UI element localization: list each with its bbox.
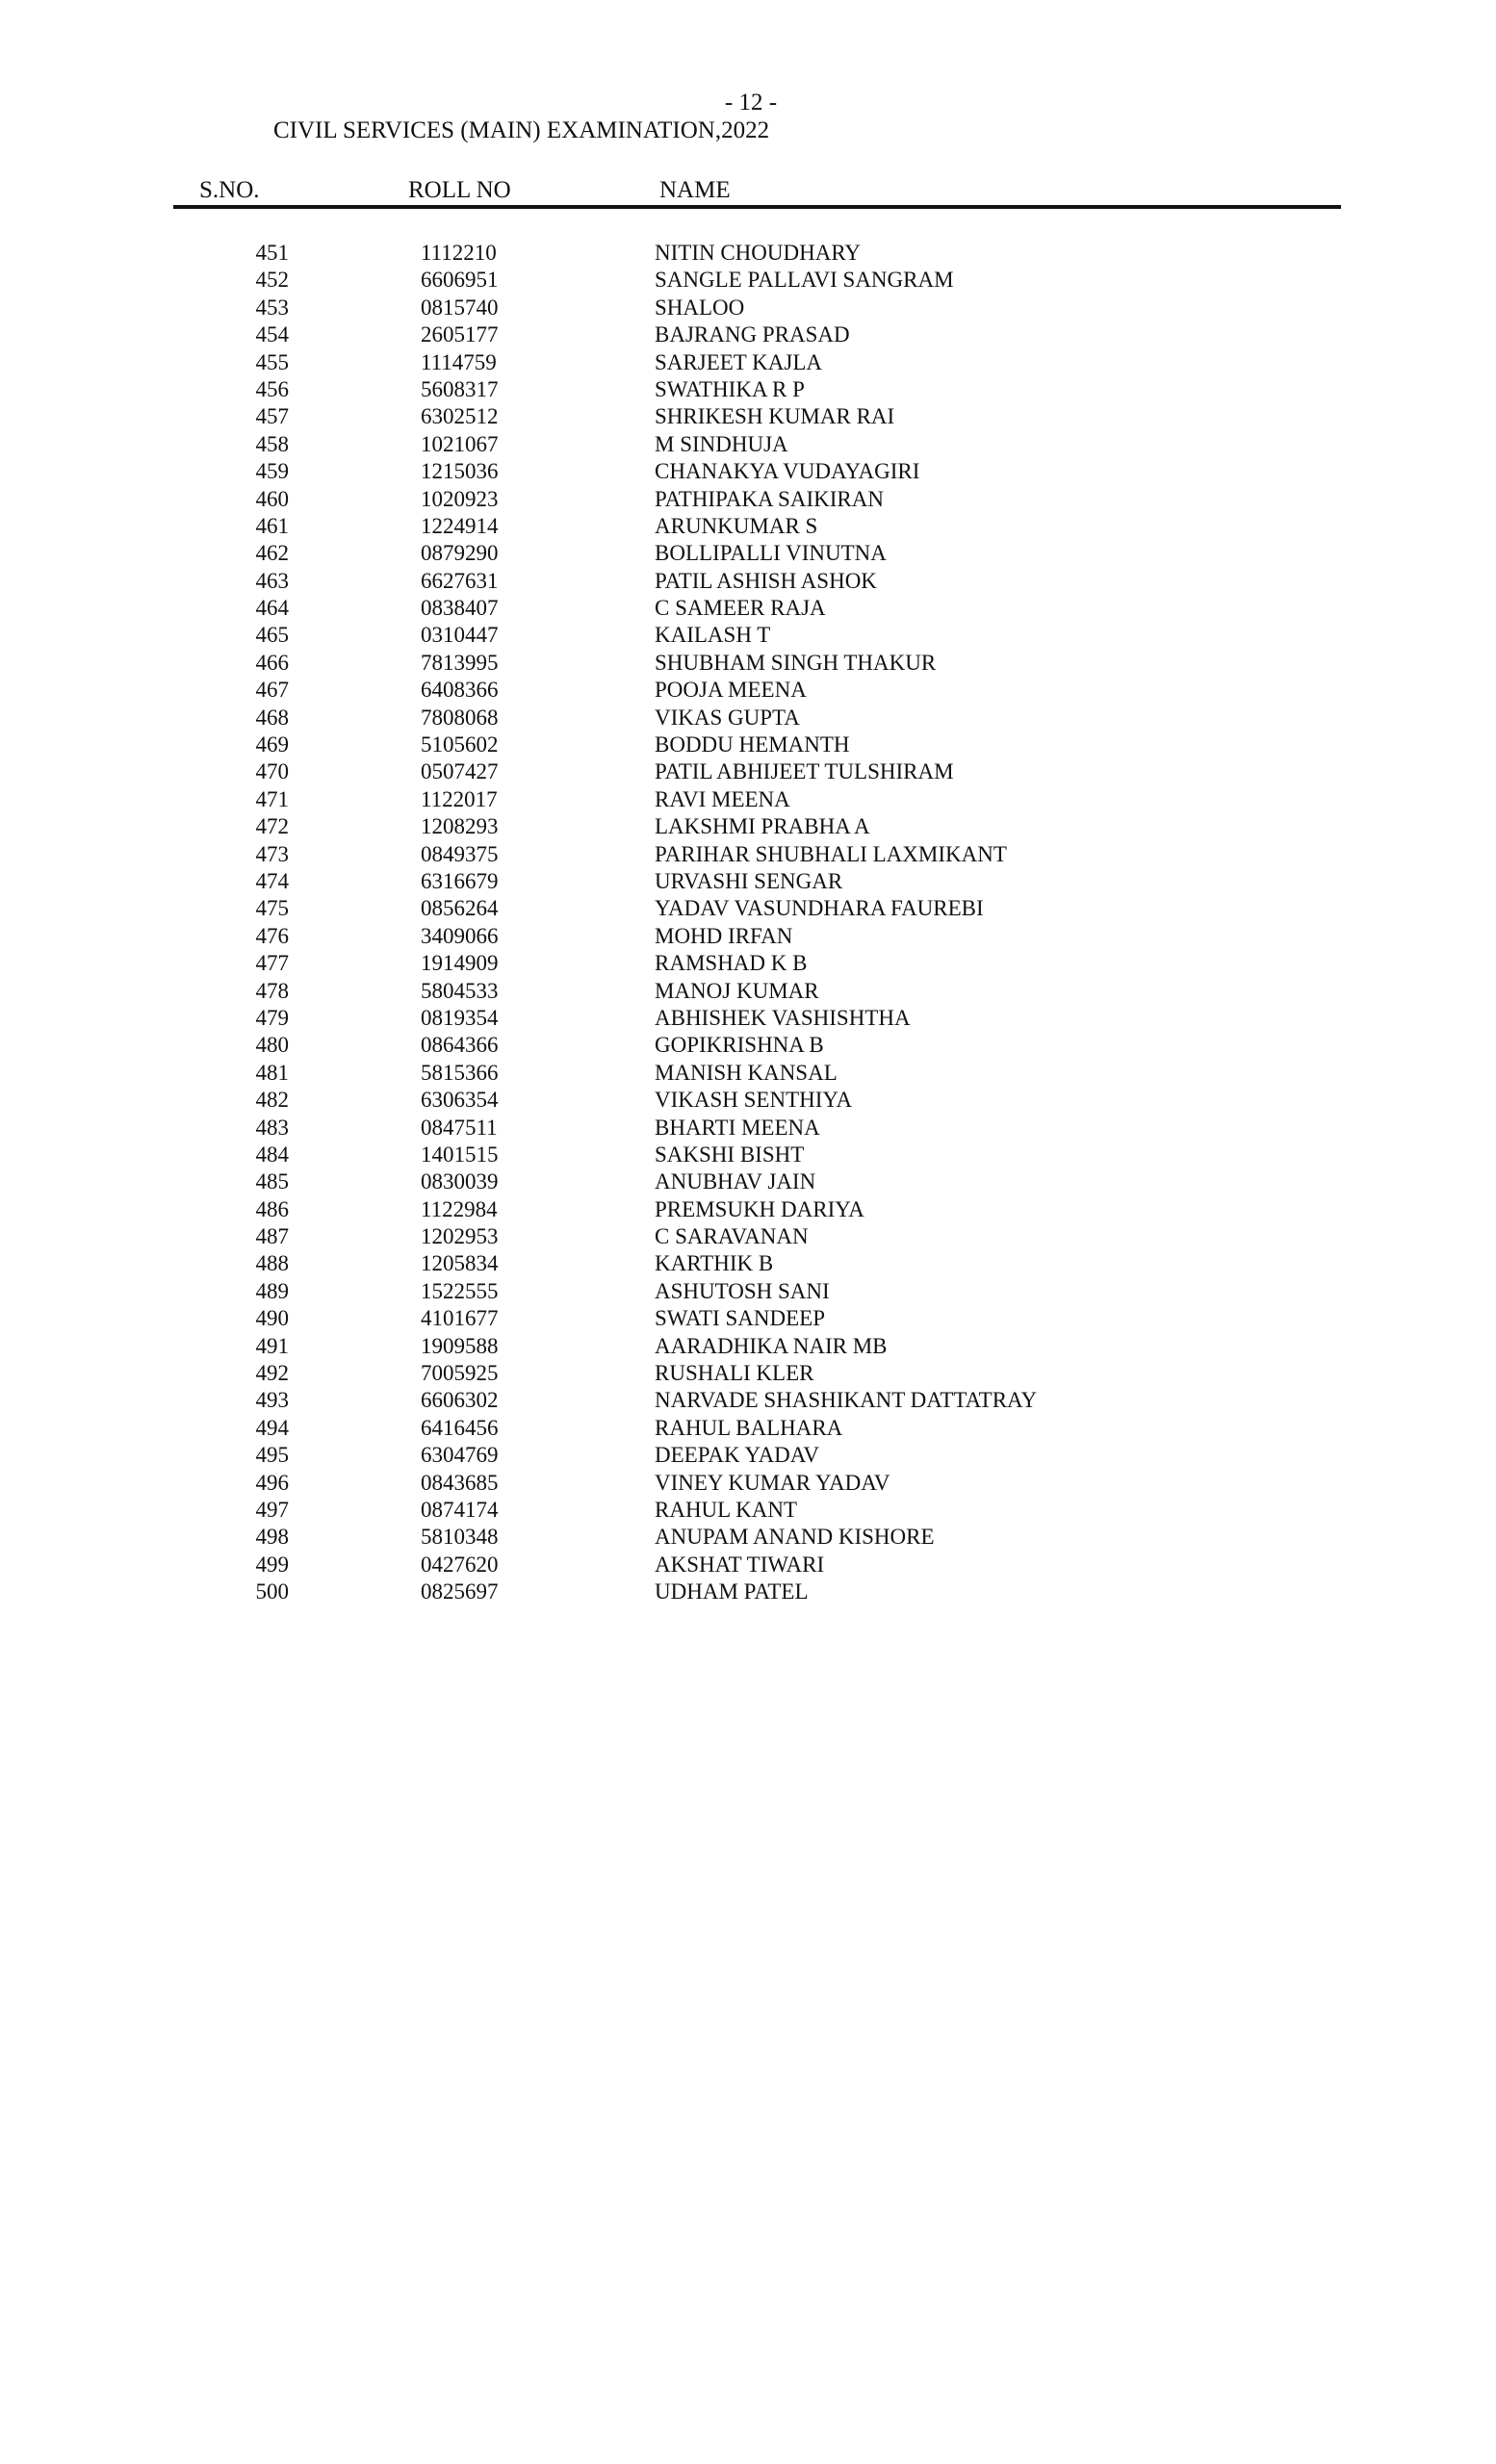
cell-sno: 470 xyxy=(255,759,289,784)
cell-roll-no: 1215036 xyxy=(421,459,499,484)
table-row xyxy=(0,732,1496,758)
cell-name: VIKAS GUPTA xyxy=(655,705,800,730)
cell-roll-no: 0856264 xyxy=(421,896,499,921)
cell-sno: 495 xyxy=(255,1443,289,1468)
table-row xyxy=(0,349,1496,376)
table-row xyxy=(0,677,1496,704)
cell-roll-no: 6306354 xyxy=(421,1088,499,1113)
cell-name: SHUBHAM SINGH THAKUR xyxy=(655,650,937,675)
cell-roll-no: 6316679 xyxy=(421,868,499,893)
cell-roll-no: 1205834 xyxy=(421,1251,499,1276)
cell-name: PARIHAR SHUBHALI LAXMIKANT xyxy=(655,841,1007,866)
cell-name: SHALOO xyxy=(655,295,745,320)
cell-name: SAKSHI BISHT xyxy=(655,1142,805,1167)
cell-sno: 452 xyxy=(255,268,289,293)
table-row xyxy=(0,868,1496,895)
table-row xyxy=(0,1415,1496,1442)
column-header-roll-no: ROLL NO xyxy=(408,177,511,203)
cell-name: RUSHALI KLER xyxy=(655,1361,814,1386)
table-row xyxy=(0,1223,1496,1250)
cell-name: BOLLIPALLI VINUTNA xyxy=(655,541,887,566)
cell-name: SARJEET KAJLA xyxy=(655,349,823,374)
cell-roll-no: 0838407 xyxy=(421,596,499,621)
cell-roll-no: 1020923 xyxy=(421,486,499,511)
cell-name: C SAMEER RAJA xyxy=(655,596,826,621)
cell-sno: 465 xyxy=(255,623,289,648)
cell-roll-no: 7005925 xyxy=(421,1361,499,1386)
table-row xyxy=(0,1115,1496,1142)
cell-name: BODDU HEMANTH xyxy=(655,732,850,757)
cell-sno: 472 xyxy=(255,814,289,839)
table-row xyxy=(0,1168,1496,1195)
cell-sno: 451 xyxy=(255,241,289,265)
cell-roll-no: 1522555 xyxy=(421,1278,499,1303)
cell-name: AARADHIKA NAIR MB xyxy=(655,1333,888,1358)
cell-sno: 455 xyxy=(255,349,289,374)
cell-sno: 498 xyxy=(255,1525,289,1550)
cell-name: POOJA MEENA xyxy=(655,678,807,703)
cell-roll-no: 0310447 xyxy=(421,623,499,648)
cell-roll-no: 5815366 xyxy=(421,1060,499,1085)
table-row xyxy=(0,622,1496,649)
page-title: CIVIL SERVICES (MAIN) EXAMINATION,2022 xyxy=(273,117,770,143)
cell-roll-no: 1914909 xyxy=(421,951,499,976)
cell-sno: 486 xyxy=(255,1196,289,1221)
table-row xyxy=(0,1305,1496,1332)
cell-sno: 478 xyxy=(255,978,289,1003)
table-row xyxy=(0,1333,1496,1360)
table-row xyxy=(0,1578,1496,1605)
cell-name: VINEY KUMAR YADAV xyxy=(655,1470,890,1495)
cell-name: RAMSHAD K B xyxy=(655,951,808,976)
cell-roll-no: 1114759 xyxy=(421,349,497,374)
cell-sno: 477 xyxy=(255,951,289,976)
cell-name: BHARTI MEENA xyxy=(655,1115,820,1140)
page-number: - 12 - xyxy=(724,90,778,116)
table-row xyxy=(0,978,1496,1005)
table-row xyxy=(0,1005,1496,1032)
cell-sno: 464 xyxy=(255,596,289,621)
cell-roll-no: 6304769 xyxy=(421,1443,499,1468)
cell-roll-no: 1224914 xyxy=(421,513,499,538)
cell-roll-no: 6408366 xyxy=(421,678,499,703)
cell-sno: 467 xyxy=(255,678,289,703)
cell-roll-no: 0815740 xyxy=(421,295,499,320)
cell-roll-no: 0830039 xyxy=(421,1169,499,1194)
table-row xyxy=(0,540,1496,567)
cell-roll-no: 6627631 xyxy=(421,568,499,593)
table-header xyxy=(0,176,1496,205)
table-row xyxy=(0,1470,1496,1497)
cell-roll-no: 1909588 xyxy=(421,1333,499,1358)
column-header-sno: S.NO. xyxy=(199,177,260,203)
cell-roll-no: 5105602 xyxy=(421,732,499,757)
cell-sno: 499 xyxy=(255,1552,289,1577)
cell-name: PATIL ASHISH ASHOK xyxy=(655,568,877,593)
cell-roll-no: 5608317 xyxy=(421,376,499,401)
cell-roll-no: 0819354 xyxy=(421,1005,499,1030)
table-row xyxy=(0,1552,1496,1578)
table-row xyxy=(0,1524,1496,1551)
table-row xyxy=(0,813,1496,840)
cell-sno: 500 xyxy=(255,1579,289,1604)
cell-sno: 487 xyxy=(255,1224,289,1249)
cell-roll-no: 1208293 xyxy=(421,814,499,839)
table-row xyxy=(0,1196,1496,1223)
table-row xyxy=(0,267,1496,294)
table-row xyxy=(0,568,1496,595)
cell-name: BAJRANG PRASAD xyxy=(655,322,850,347)
table-row xyxy=(0,1142,1496,1168)
cell-roll-no: 1122984 xyxy=(421,1196,498,1221)
cell-name: CHANAKYA VUDAYAGIRI xyxy=(655,459,920,484)
cell-sno: 497 xyxy=(255,1497,289,1522)
cell-sno: 484 xyxy=(255,1142,289,1167)
cell-sno: 469 xyxy=(255,732,289,757)
table-row xyxy=(0,1087,1496,1114)
table-row xyxy=(0,486,1496,513)
cell-name: SWATI SANDEEP xyxy=(655,1306,825,1331)
cell-roll-no: 6606951 xyxy=(421,268,499,293)
table-row xyxy=(0,1032,1496,1059)
cell-roll-no: 6416456 xyxy=(421,1415,499,1440)
cell-sno: 457 xyxy=(255,404,289,429)
cell-roll-no: 7813995 xyxy=(421,650,499,675)
cell-sno: 482 xyxy=(255,1088,289,1113)
cell-sno: 488 xyxy=(255,1251,289,1276)
cell-roll-no: 1401515 xyxy=(421,1142,499,1167)
cell-name: RAHUL KANT xyxy=(655,1497,797,1522)
table-row xyxy=(0,458,1496,485)
cell-name: MOHD IRFAN xyxy=(655,923,793,948)
cell-roll-no: 1202953 xyxy=(421,1224,499,1249)
cell-sno: 485 xyxy=(255,1169,289,1194)
table-row xyxy=(0,321,1496,348)
cell-sno: 460 xyxy=(255,486,289,511)
cell-sno: 494 xyxy=(255,1415,289,1440)
table-row xyxy=(0,1250,1496,1277)
cell-sno: 462 xyxy=(255,541,289,566)
cell-sno: 476 xyxy=(255,923,289,948)
cell-sno: 490 xyxy=(255,1306,289,1331)
cell-name: ARUNKUMAR S xyxy=(655,513,818,538)
cell-roll-no: 0879290 xyxy=(421,541,499,566)
cell-sno: 471 xyxy=(255,786,289,811)
table-row xyxy=(0,650,1496,677)
cell-roll-no: 2605177 xyxy=(421,322,499,347)
cell-sno: 479 xyxy=(255,1005,289,1030)
cell-name: MANOJ KUMAR xyxy=(655,978,819,1003)
cell-sno: 454 xyxy=(255,322,289,347)
cell-roll-no: 1021067 xyxy=(421,431,499,456)
cell-roll-no: 1112210 xyxy=(421,241,497,265)
cell-name: NARVADE SHASHIKANT DATTATRAY xyxy=(655,1388,1038,1413)
cell-roll-no: 0874174 xyxy=(421,1497,499,1522)
cell-name: LAKSHMI PRABHA A xyxy=(655,814,870,839)
cell-name: SHRIKESH KUMAR RAI xyxy=(655,404,895,429)
cell-roll-no: 3409066 xyxy=(421,923,499,948)
cell-name: RAVI MEENA xyxy=(655,786,790,811)
table-row xyxy=(0,1278,1496,1305)
cell-name: YADAV VASUNDHARA FAUREBI xyxy=(655,896,984,921)
table-row xyxy=(0,431,1496,458)
table-row xyxy=(0,786,1496,813)
cell-sno: 453 xyxy=(255,295,289,320)
cell-sno: 492 xyxy=(255,1361,289,1386)
cell-roll-no: 0849375 xyxy=(421,841,499,866)
cell-sno: 456 xyxy=(255,376,289,401)
cell-sno: 458 xyxy=(255,431,289,456)
cell-roll-no: 0427620 xyxy=(421,1552,499,1577)
cell-sno: 493 xyxy=(255,1388,289,1413)
cell-roll-no: 0843685 xyxy=(421,1470,499,1495)
cell-name: ASHUTOSH SANI xyxy=(655,1278,830,1303)
cell-sno: 468 xyxy=(255,705,289,730)
cell-name: GOPIKRISHNA B xyxy=(655,1033,824,1058)
cell-name: KAILASH T xyxy=(655,623,771,648)
table-row xyxy=(0,403,1496,430)
cell-name: SWATHIKA R P xyxy=(655,376,805,401)
cell-sno: 491 xyxy=(255,1333,289,1358)
table-row xyxy=(0,923,1496,950)
table-row xyxy=(0,595,1496,622)
cell-name: DEEPAK YADAV xyxy=(655,1443,820,1468)
cell-sno: 496 xyxy=(255,1470,289,1495)
cell-name: M SINDHUJA xyxy=(655,431,788,456)
cell-name: C SARAVANAN xyxy=(655,1224,809,1249)
cell-sno: 459 xyxy=(255,459,289,484)
cell-name: MANISH KANSAL xyxy=(655,1060,838,1085)
cell-name: UDHAM PATEL xyxy=(655,1579,809,1604)
table-row xyxy=(0,295,1496,321)
table-row xyxy=(0,705,1496,732)
cell-roll-no: 4101677 xyxy=(421,1306,499,1331)
cell-name: RAHUL BALHARA xyxy=(655,1415,843,1440)
cell-roll-no: 0847511 xyxy=(421,1115,498,1140)
cell-name: ANUPAM ANAND KISHORE xyxy=(655,1525,935,1550)
cell-roll-no: 5810348 xyxy=(421,1525,499,1550)
cell-roll-no: 6302512 xyxy=(421,404,499,429)
results-list xyxy=(0,240,1496,1606)
table-row xyxy=(0,376,1496,403)
cell-name: URVASHI SENGAR xyxy=(655,868,843,893)
cell-sno: 474 xyxy=(255,868,289,893)
cell-name: ABHISHEK VASHISHTHA xyxy=(655,1005,911,1030)
cell-roll-no: 5804533 xyxy=(421,978,499,1003)
cell-sno: 463 xyxy=(255,568,289,593)
cell-name: PREMSUKH DARIYA xyxy=(655,1196,864,1221)
column-header-name: NAME xyxy=(659,177,731,203)
cell-sno: 466 xyxy=(255,650,289,675)
cell-sno: 481 xyxy=(255,1060,289,1085)
cell-roll-no: 0864366 xyxy=(421,1033,499,1058)
cell-sno: 461 xyxy=(255,513,289,538)
table-row xyxy=(0,1060,1496,1087)
cell-name: PATHIPAKA SAIKIRAN xyxy=(655,486,884,511)
cell-name: PATIL ABHIJEET TULSHIRAM xyxy=(655,759,954,784)
cell-name: KARTHIK B xyxy=(655,1251,774,1276)
cell-sno: 473 xyxy=(255,841,289,866)
table-row xyxy=(0,950,1496,977)
table-row xyxy=(0,841,1496,868)
table-row xyxy=(0,895,1496,922)
cell-roll-no: 0825697 xyxy=(421,1579,499,1604)
table-row xyxy=(0,1360,1496,1387)
cell-roll-no: 6606302 xyxy=(421,1388,499,1413)
cell-roll-no: 0507427 xyxy=(421,759,499,784)
cell-roll-no: 1122017 xyxy=(421,786,498,811)
cell-name: VIKASH SENTHIYA xyxy=(655,1088,853,1113)
cell-name: ANUBHAV JAIN xyxy=(655,1169,816,1194)
table-row xyxy=(0,1387,1496,1414)
table-row xyxy=(0,240,1496,267)
table-row xyxy=(0,1497,1496,1524)
cell-sno: 480 xyxy=(255,1033,289,1058)
cell-name: SANGLE PALLAVI SANGRAM xyxy=(655,268,954,293)
cell-roll-no: 7808068 xyxy=(421,705,499,730)
table-row xyxy=(0,513,1496,540)
header-divider xyxy=(173,205,1341,209)
cell-sno: 475 xyxy=(255,896,289,921)
cell-sno: 489 xyxy=(255,1278,289,1303)
cell-sno: 483 xyxy=(255,1115,289,1140)
cell-name: NITIN CHOUDHARY xyxy=(655,241,862,265)
cell-name: AKSHAT TIWARI xyxy=(655,1552,825,1577)
table-row xyxy=(0,1442,1496,1469)
table-row xyxy=(0,758,1496,785)
